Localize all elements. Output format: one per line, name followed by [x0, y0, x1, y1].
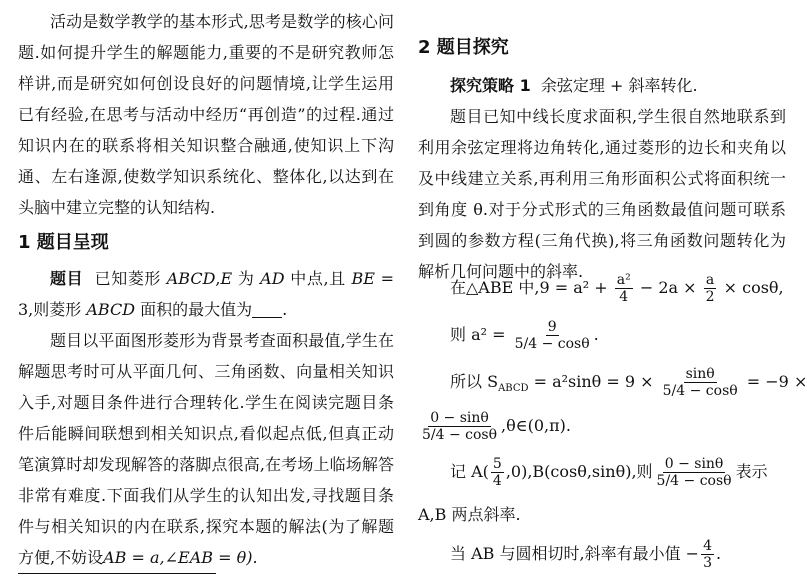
numerator: 5 — [492, 456, 502, 472]
section-1-title: 1 题目呈现 — [18, 232, 109, 253]
eq-text: 所以 S — [450, 372, 499, 391]
fraction — [701, 538, 714, 571]
fraction — [615, 272, 633, 305]
numerator: 9 — [547, 319, 557, 335]
denominator: 5/4 − cosθ — [514, 336, 590, 352]
equation-a-squared — [450, 319, 599, 352]
strategy-heading — [450, 70, 698, 101]
fraction — [655, 456, 734, 489]
eq-text: 在△ABE 中,9 = a² + — [450, 278, 613, 297]
problem-var: E — [220, 269, 233, 288]
footnote-rule — [18, 573, 216, 574]
problem-statement — [18, 263, 394, 325]
problem-text: 中点,且 — [284, 269, 352, 288]
eq-text: . — [716, 544, 722, 563]
numerator: 0 − sinθ — [430, 410, 489, 426]
problem-var: ABCD — [166, 269, 216, 288]
problem-var: BE — [351, 269, 375, 288]
equation-slope — [450, 456, 768, 489]
fraction — [420, 410, 499, 443]
equation-area — [450, 366, 807, 399]
numerator: a — [705, 272, 715, 288]
problem-text: = 3,则菱形 — [18, 269, 394, 319]
numerator: sinθ — [685, 366, 715, 382]
problem-text: . — [282, 300, 288, 319]
strategy-paragraph: 题目已知中线长度求面积,学生很自然地联系到利用余弦定理将边角转化,通过菱形的边长和夹角以及中线建立关系,再利用三角形面积公式将面积统一到角度 θ.对于分式形式的三角函数最值问题可联系到圆的参数方程(三角代换),将三角函数问题转化为解析几何问题中的斜率. — [418, 107, 786, 281]
denominator: 5/4 − cosθ — [422, 427, 498, 443]
problem-text: 为 — [232, 269, 261, 288]
denominator: 3 — [703, 555, 712, 571]
eq-text: × cosθ, — [718, 278, 784, 297]
analysis-text: 题目以平面图形菱形为背景考查面积最值,学生在解题思考时可从平面几何、三角函数、向量相关知识入手,对题目条件进行合理转化.学生在阅读完题目条件后能瞬间联想到相关知识点,看似起点低,但真正动笔演算时却发现解答的落脚点很高,在考场上临场解答非常有难度.下面我们从学生的认知出发,寻找题目条件与相关知识的内在联系,探究本题的解法(为了解题方便,不妨设 — [18, 331, 394, 567]
answer-blank — [252, 301, 282, 318]
analysis-assumption: AB = a,∠EAB = θ). — [103, 548, 258, 567]
denominator: 4 — [619, 289, 629, 305]
intro-paragraph: 活动是数学教学的基本形式,思考是数学的核心问题.如何提升学生的解题能力,重要的不是研究教师怎样讲,而是研究如何创设良好的问题情境,让学生运用已有经验,在思考与活动中经历“再创造”的过程.通过知识内在的联系将相关知识整合融通,使知识上下沟通、左右逢源,使数学知识系统化、整体化,以达到在头脑中建立完整的认知结构. — [18, 12, 394, 217]
equation-min-slope — [450, 538, 721, 571]
strategy-title: 余弦定理 + 斜率转化. — [540, 76, 698, 95]
equation-slope-cont: A,B 两点斜率. — [418, 505, 521, 524]
subscript: ABCD — [498, 383, 529, 395]
eq-text: . — [593, 325, 599, 344]
eq-text: = a²sinθ = 9 × — [528, 372, 659, 391]
problem-text: 已知菱形 — [94, 269, 167, 288]
problem-text: , — [215, 269, 221, 288]
fraction — [491, 456, 504, 489]
eq-text: ,θ∈(0,π). — [501, 416, 571, 435]
denominator: 5/4 − cosθ — [656, 473, 732, 489]
analysis-paragraph — [18, 325, 394, 573]
problem-text: 面积的最大值为 — [135, 300, 253, 319]
equation-area-cont — [418, 410, 571, 443]
denominator: 2 — [705, 289, 715, 305]
problem-var: ABCD — [86, 300, 136, 319]
denominator: 5/4 − cosθ — [662, 383, 738, 399]
fraction — [661, 366, 740, 399]
fraction — [704, 272, 717, 305]
numerator: 4 — [703, 538, 712, 554]
eq-text: ,0),B(cosθ,sinθ),则 — [505, 462, 653, 481]
denominator: 4 — [492, 473, 502, 489]
eq-text: 当 AB 与圆相切时,斜率有最小值 − — [450, 544, 700, 563]
eq-text: = −9 × — [741, 372, 807, 391]
fraction — [513, 319, 592, 352]
numerator: a² — [616, 272, 631, 288]
eq-text: − 2a × — [634, 278, 702, 297]
section-2-title: 2 题目探究 — [418, 37, 509, 58]
eq-text: 记 A( — [450, 462, 489, 481]
equation-cosine-law — [450, 272, 784, 305]
strategy-label: 探究策略 1 — [450, 76, 531, 95]
eq-text: 表示 — [735, 462, 768, 481]
numerator: 0 − sinθ — [664, 456, 724, 472]
problem-label: 题目 — [50, 269, 84, 288]
eq-text: 则 a² = — [450, 325, 511, 344]
problem-var: AD — [260, 269, 285, 288]
